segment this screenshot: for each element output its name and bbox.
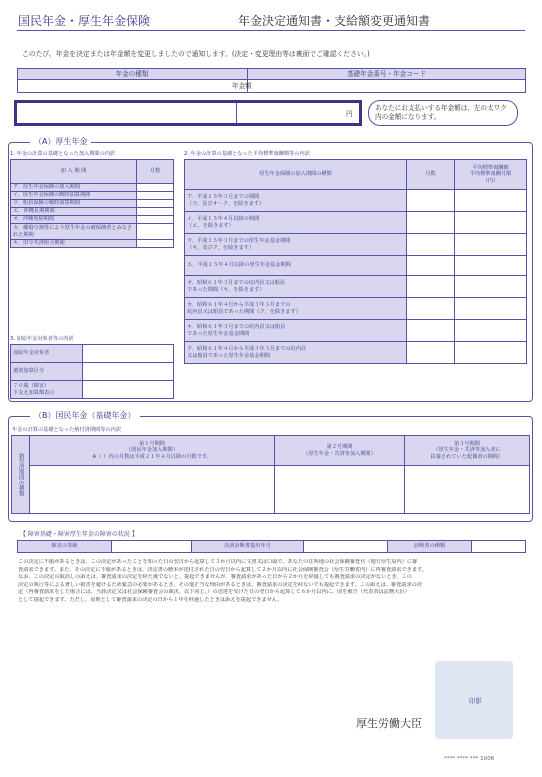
pension-type-label: 年金の種類	[115, 70, 149, 78]
a3-row: 遺族加算区分	[11, 363, 83, 381]
title-left: 国民年金・厚生年金保険	[18, 14, 151, 28]
amount-bold-box	[14, 100, 362, 126]
a2-row: ク．昭和６１年４月から平成３年３月までの坑内員 又は船員であった厚生年金基金期間	[185, 342, 407, 364]
b-p2-value	[275, 466, 405, 514]
b-table	[11, 435, 530, 514]
disability-next-label: 次回診断書提出年月	[192, 541, 304, 553]
section-a1-title: 1. 年金の計算の基礎となった加入期間の内訳	[10, 151, 116, 157]
b-p1-head	[30, 436, 275, 466]
a1-row: キ．旧令共済組合期間	[11, 240, 137, 248]
legal-notice-line: なお、この決定の取消しの訴えは、審査請求の決定を経た後でないと、提起できませんが、審査請求があった日から２か月を経過しても審査請求の決定がないとき、この	[18, 574, 412, 581]
disability-grade-label: 障害の等級	[18, 541, 112, 553]
b-side-label	[12, 436, 30, 514]
disability-title: 【 障害基礎・障害厚生年金の障害の状況 】	[20, 531, 138, 538]
a1-row: ウ．船員保険の戦時加算期間	[11, 200, 137, 208]
section-a2-title: 2. 年金の計算の基礎となった平均標準報酬額等の内訳	[184, 151, 310, 157]
a3-row: ７０歳（障害） 下支え加算額表示	[11, 381, 83, 399]
legal-notice-line: この決定に不服があるときは、この決定があったことを知った日の翌日から起算して３か月以内に文書又は口頭で、あなたの住所地の社会保険審査官（地方厚生局内）に審	[18, 559, 418, 565]
section-b-title: （B）国民年金（基礎年金）	[30, 410, 140, 421]
a1-row: カ．離婚分割等により厚生年金の被保険者とみなされた期間	[11, 224, 137, 240]
section-a3-title: 3. 加給年金対象者等の内訳	[10, 336, 74, 342]
a2-row: ウ．平成１５年３月までの厚生年金基金期間 （キ、及びク、を除きます）	[185, 234, 407, 256]
legal-notice-line: 決定の執行等による著しい損害を避けるため緊急の必要があるとき、その他正当な理由があるときは、審査請求の決定を経ないでも提起できます。この訴えは、審査請求の決	[18, 581, 423, 588]
intro-text: このたび、年金を決定または年金額を変更しましたので通知します。(決定・変更理由等は裏面でご確認ください。)	[22, 50, 370, 58]
a1-row: イ．厚生年金保険の戦時加算期間	[11, 192, 137, 200]
a2-row: カ．昭和６１年４月から平成３年３月までの 坑内員又は船員であった期間（ク、を除きます）	[185, 298, 407, 320]
a1-row: ア．厚生年金保険の加入期間	[11, 184, 137, 192]
b-p1-note: ※（ ）内の月数は平成２１年４月以降の月数です。	[92, 453, 212, 460]
b-side-label-text: 納付済期間の種類	[17, 452, 24, 497]
title-underline	[17, 30, 525, 31]
amount-note: あなたにお支払いする年金額は、左の太ワク内の金額になります。	[368, 100, 518, 126]
a2-row: エ．平成１５年４月以降の厚生年金基金期間	[185, 256, 407, 276]
b-p1-value	[30, 466, 275, 514]
a1-table	[10, 159, 174, 248]
b-p3-head: 第３号期間 （厚生年金・共済等加入者に 扶養されていた配偶者の期間）	[405, 436, 530, 466]
amount-yen: 円	[346, 110, 353, 118]
a1-head-period: 加 入 期 間	[11, 160, 137, 184]
b-p3-value	[405, 466, 530, 514]
a2-row: キ．昭和６１年３月までの坑内員又は船員 であった厚生年金基金期間	[185, 320, 407, 342]
a1-head-months: 月数	[137, 160, 174, 184]
a2-row: オ．昭和６１年３月までの坑内員又は船員 であった期間（キ、を除きます）	[185, 276, 407, 298]
legal-notice-line: として提起できます。ただし、原則として審査請求の決定の日から１年を経過したときは訴えを提起できません。	[18, 596, 283, 603]
a2-head-months: 月数	[407, 160, 455, 190]
legal-notice-line: 定（再審査請求をした場合には、当該決定又は社会保険審査会の裁決。以下同じ。）の送達を受けた日の翌日から起算して６か月以内に、国を被告（代表者は法務大臣）	[18, 589, 410, 596]
section-b-subtitle: 年金の計算の基礎となった納付済期間等の内訳	[12, 427, 121, 433]
a2-row: ア．平成１５年３月までの期間 （ウ、及びオ～ク、を除きます）	[185, 190, 407, 212]
amount-divider	[236, 103, 237, 123]
a2-row: イ．平成１５年４月以降の期間 （エ、を除きます）	[185, 212, 407, 234]
footer-code: **** **** *** 1006	[444, 756, 495, 762]
disability-table	[17, 540, 526, 553]
a3-row: 加給年金対象者	[11, 345, 83, 363]
legal-notice-line: 査請求できます。また、その決定に不服があるときは、決定書の謄本が送付された日の翌日から起算して２か月以内に社会保険審査会（厚生労働省内）に再審査請求できます。	[18, 566, 427, 573]
a1-row: エ．沖縄長期期間	[11, 208, 137, 216]
disability-next-value	[304, 541, 388, 553]
title-right: 年金決定通知書・支給額変更通知書	[238, 14, 431, 28]
section-a-title: （A）厚生年金	[30, 136, 91, 147]
a3-table	[10, 344, 174, 399]
minister-name: 厚生労働大臣	[356, 717, 422, 730]
a1-row: オ．沖縄免除期間	[11, 216, 137, 224]
disability-type-value	[472, 541, 526, 553]
a2-table	[184, 159, 527, 364]
b-p1-title: 第１号期間 （国民年金加入期間）	[126, 441, 178, 454]
seal-stamp-area	[435, 661, 513, 739]
pension-amount-label: 年金額	[232, 82, 252, 90]
disability-grade-value	[112, 541, 192, 553]
a2-head-type: 厚生年金保険の加入期間の種類	[185, 160, 407, 190]
pension-code-label: 基礎年金番号・年金コード	[346, 70, 427, 78]
legal-notice	[18, 559, 528, 604]
b-p2-head: 第２号期間 （厚生年金・共済等加入期間）	[275, 436, 405, 466]
seal-label: 印影	[469, 697, 482, 705]
disability-type-label: 診断書の種類	[388, 541, 472, 553]
a2-head-avg: 平均標準報酬額 平均標準報酬月額 （円）	[455, 160, 527, 190]
